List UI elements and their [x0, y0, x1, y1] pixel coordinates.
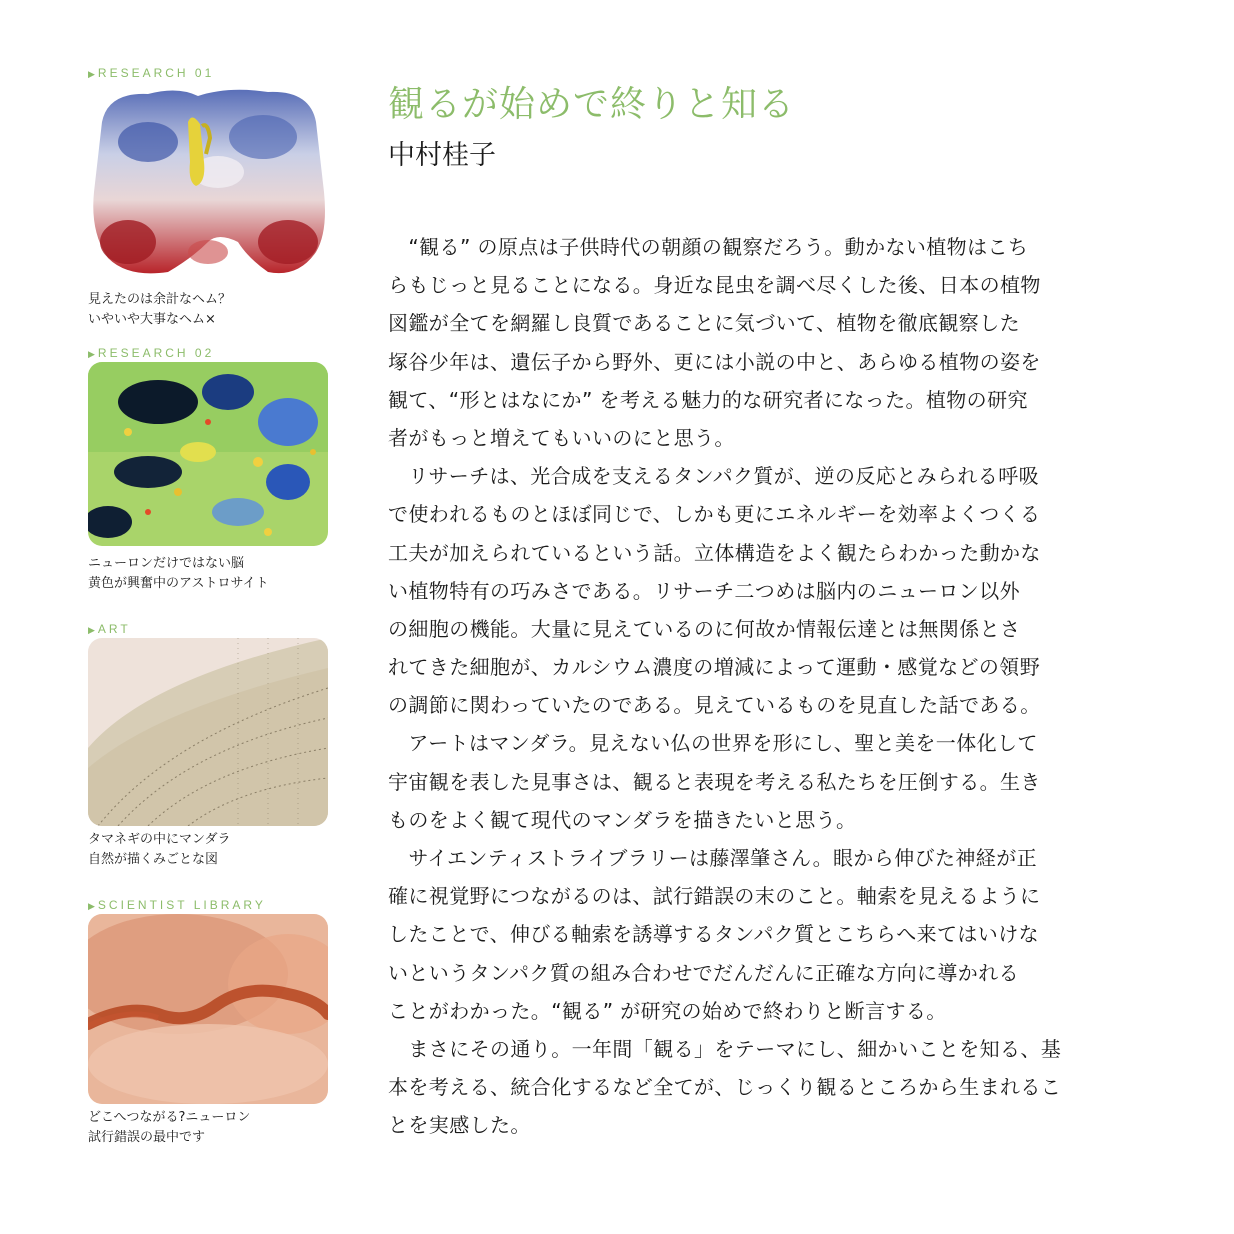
caption-line: どこへつながる?ニューロン	[88, 1110, 251, 1125]
body-line: 観て、“形とはなにか” を考える魅力的な研究者になった。植物の研究	[388, 387, 1028, 412]
body-line: 工夫が加えられているという話。立体構造をよく観たらわかった動かな	[388, 540, 1041, 565]
caption-research-02	[88, 554, 348, 594]
body-line: いというタンパク質の組み合わせでだんだんに正確な方向に導かれる	[388, 960, 1019, 985]
body-line: らもじっと見ることになる。身近な昆虫を調べ尽くした後、日本の植物	[388, 273, 1041, 298]
caption-line: ニューロンだけではない脳	[88, 556, 245, 571]
caption-art	[88, 830, 348, 870]
triangle-arrow-icon: ▶	[88, 69, 95, 79]
body-line: リサーチは、光合成を支えるタンパク質が、逆の反応とみられる呼吸	[388, 464, 1039, 489]
body-line: アートはマンダラ。見えない仏の世界を形にし、聖と美を一体化して	[388, 731, 1038, 756]
section-tag-research-01: ▶ RESEARCH 01	[88, 66, 215, 80]
article-author: 中村桂子	[388, 140, 496, 171]
body-line: れてきた細胞が、カルシウム濃度の増減によって運動・感覚などの領野	[388, 655, 1041, 680]
caption-scientist-library	[88, 1108, 348, 1148]
body-line: 本を考える、統合化するなど全てが、じっくり観るところから生まれるこ	[388, 1075, 1062, 1100]
section-tag-research-02: ▶ RESEARCH 02	[88, 346, 215, 360]
triangle-arrow-icon: ▶	[88, 901, 95, 911]
triangle-arrow-icon: ▶	[88, 349, 95, 359]
body-line: 宇宙観を表した見事さは、観ると表現を考える私たちを圧倒する。生き	[388, 769, 1041, 794]
section-tag-art: ▶ ART	[88, 622, 131, 636]
body-line: したことで、伸びる軸索を誘導するタンパク質とこちらへ来てはいけな	[388, 922, 1039, 947]
section-tag-scientist-library: ▶ SCIENTIST LIBRARY	[88, 898, 266, 912]
body-line: 図鑑が全てを網羅し良質であることに気づいて、植物を徹底観察した	[388, 311, 1020, 336]
body-line: ものをよく観て現代のマンダラを描きたいと思う。	[388, 807, 857, 832]
body-line: “観る” の原点は子供時代の朝顔の観察だろう。動かない植物はこち	[388, 235, 1029, 259]
body-line: ことがわかった。“観る” が研究の始めで終わりと断言する。	[388, 998, 947, 1023]
triangle-arrow-icon: ▶	[88, 625, 95, 635]
body-line: サイエンティストライブラリーは藤澤肇さん。眼から伸びた神経が正	[388, 846, 1037, 870]
caption-research-01	[88, 290, 348, 330]
body-line: 塚谷少年は、遺伝子から野外、更には小説の中と、あらゆる植物の姿を	[388, 349, 1041, 374]
article-body	[388, 228, 1158, 1145]
caption-line: 見えたのは余計なヘム？	[88, 292, 232, 307]
body-line: とを実感した。	[388, 1113, 531, 1138]
caption-line: タマネギの中にマンダラ	[88, 832, 231, 847]
body-line: い植物特有の巧みさである。リサーチ二つめは脳内のニューロン以外	[388, 578, 1020, 603]
caption-line: 自然が描くみごとな図	[88, 852, 219, 867]
caption-line: いやいや大事なヘム×	[88, 312, 216, 327]
onion-mandala-image	[88, 638, 328, 826]
body-line: 者がもっと増えてもいいのにと思う。	[388, 425, 735, 450]
brain-cells-image	[88, 362, 328, 546]
neuron-embryo-image	[88, 914, 328, 1104]
article-title: 観るが始めで終りと知る	[388, 84, 796, 125]
protein-structure-image	[88, 82, 328, 278]
caption-line: 試行錯誤の最中です	[88, 1130, 206, 1145]
caption-line: 黄色が興奮中のアストロサイト	[88, 576, 269, 591]
body-line: 確に視覚野につながるのは、試行錯誤の末のこと。軸索を見えるように	[388, 884, 1041, 909]
body-line: で使われるものとほぼ同じで、しかも更にエネルギーを効率よくつくる	[388, 502, 1041, 527]
body-line: の調節に関わっていたのである。見えているものを見直した話である。	[388, 693, 1041, 718]
body-line: の細胞の機能。大量に見えているのに何故か情報伝達とは無関係とさ	[388, 616, 1021, 641]
body-line: まさにその通り。一年間「観る」をテーマにし、細かいことを知る、基	[388, 1036, 1062, 1061]
